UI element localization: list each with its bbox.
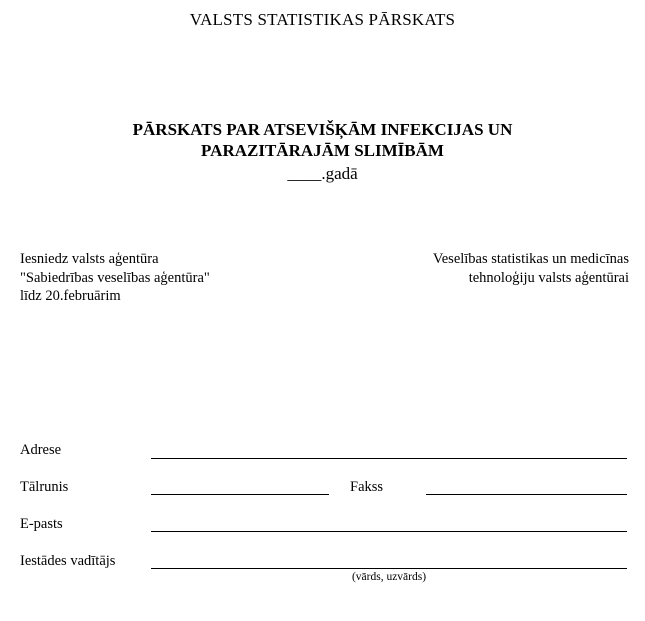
report-year-line: ____.gadā [287, 164, 358, 183]
form-header-title: VALSTS STATISTIKAS PĀRSKATS [189, 10, 456, 29]
head-label: Iestādes vadītājs [20, 553, 116, 569]
submitter-block [20, 250, 210, 306]
fax-label: Fakss [350, 479, 384, 495]
report-title [0, 119, 645, 161]
submitter-deadline: līdz 20.februārim [20, 288, 121, 304]
email-label: E-pasts [20, 516, 63, 532]
report-title-line-2: PARAZITĀRAJĀM SLIMĪBĀM [201, 141, 444, 160]
head-name-field[interactable] [151, 568, 627, 569]
address-field[interactable] [151, 458, 627, 459]
phone-label: Tālrunis [20, 479, 69, 495]
phone-field[interactable] [151, 494, 329, 495]
recipient-block [433, 250, 629, 287]
head-name-hint: (vārds, uzvārds) [351, 571, 427, 583]
address-label: Adrese [20, 442, 62, 458]
email-field[interactable] [151, 531, 627, 532]
recipient-line-2: tehnoloģiju valsts aģentūrai [468, 269, 629, 286]
submitter-line-1: Iesniedz valsts aģentūra [20, 251, 159, 267]
report-title-line-1: PĀRSKATS PAR ATSEVIŠĶĀM INFEKCIJAS UN [132, 120, 513, 139]
recipient-line-1: Veselības statistikas un medicīnas [432, 251, 629, 267]
submitter-line-2: "Sabiedrības veselības aģentūra" [20, 269, 210, 286]
fax-field[interactable] [426, 494, 627, 495]
